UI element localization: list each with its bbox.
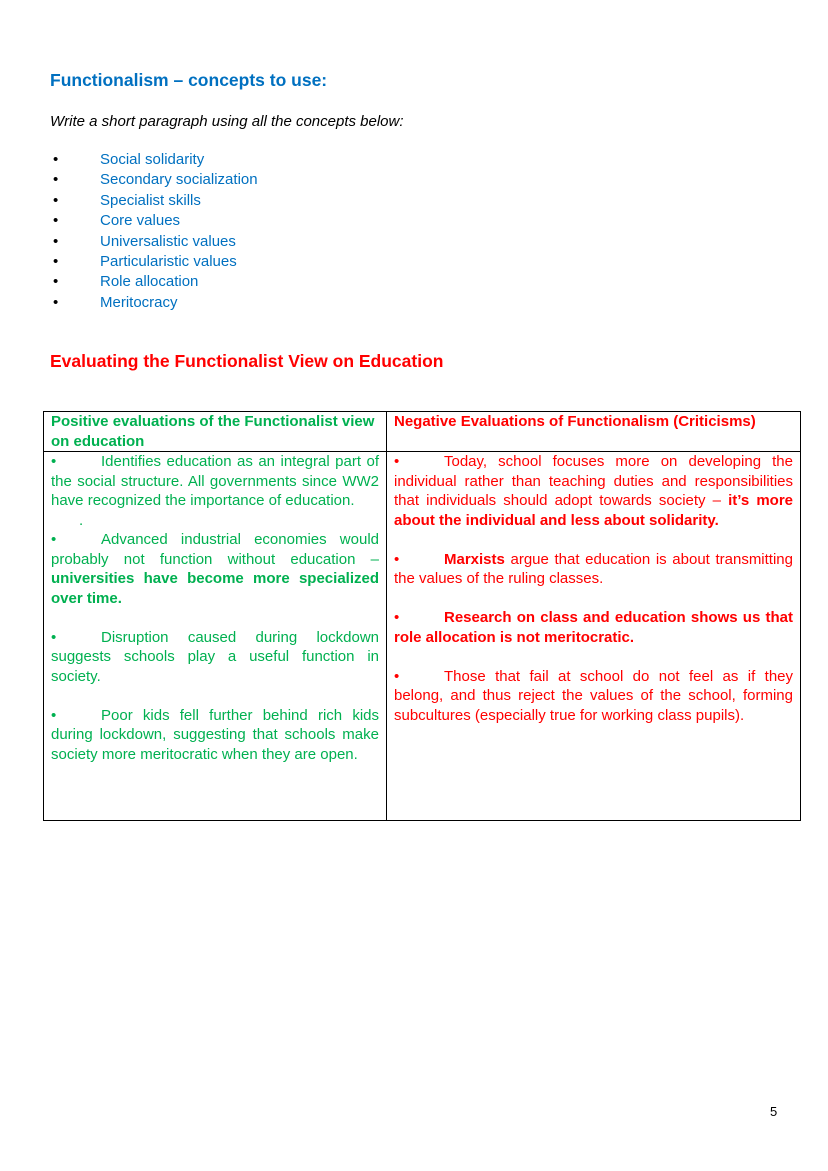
bullet-icon: • [53, 273, 59, 291]
concept-label: Core values [100, 212, 181, 230]
negative-evaluation-item [394, 452, 793, 530]
instruction-text: Write a short paragraph using all the concepts below: [50, 113, 404, 130]
positive-evaluation-item [51, 452, 379, 511]
concept-label: Particularistic values [100, 252, 237, 270]
negative-header: Negative Evaluations of Functionalism (Criticisms) [387, 412, 801, 452]
concept-item [50, 272, 258, 292]
evaluation-table [43, 411, 801, 821]
bullet-icon: • [53, 171, 59, 189]
stray-mark: . [79, 511, 84, 529]
item-text: Identifies education as an integral part of the social structure. All governments since WW2 have recognized the importance of education. [51, 453, 379, 509]
item-text: Marxists [444, 550, 505, 568]
negative-evaluation-item [394, 550, 793, 589]
concept-item [50, 170, 258, 190]
positive-cell [44, 452, 387, 821]
concept-label: Secondary socialization [100, 171, 258, 189]
concept-label: Specialist skills [100, 191, 201, 209]
positive-header: Positive evaluations of the Functionalist view on education [44, 412, 387, 452]
concept-item [50, 191, 258, 211]
concept-item [50, 150, 258, 170]
table-row [44, 452, 801, 821]
concept-label: Social solidarity [100, 151, 205, 168]
bullet-icon: • [53, 293, 59, 311]
page-number: 5 [770, 1104, 778, 1119]
negative-evaluation-item [394, 608, 793, 647]
positive-evaluation-item [51, 628, 379, 687]
item-text: Today, school focuses more on developing the individual rather than teaching duties and responsibilities that individuals should adopt towards society – [394, 453, 793, 509]
item-text: Those that fail at school do not feel as if they belong, and thus reject the values of the school, forming subcultures (especially true for working class pupils). [394, 667, 793, 724]
concept-item [50, 293, 258, 313]
section-heading: Functionalism – concepts to use: [50, 70, 328, 90]
bullet-icon: • [394, 667, 400, 685]
item-text: Disruption caused during lockdown suggests schools play a useful function in society. [51, 628, 379, 685]
item-text: universities have become more specialized over time. [51, 570, 379, 607]
bullet-icon: • [53, 191, 59, 209]
bullet-icon: • [53, 252, 59, 270]
concept-item [50, 211, 258, 231]
bullet-icon: • [51, 628, 57, 646]
table-header-row [44, 412, 801, 452]
item-text: it’s more about the individual and less about solidarity. [394, 492, 793, 529]
negative-evaluation-item [394, 667, 793, 726]
bullet-icon: • [394, 453, 400, 470]
bullet-icon: • [394, 550, 400, 568]
positive-evaluation-item [51, 706, 379, 765]
bullet-icon: • [51, 531, 57, 548]
concept-label: Meritocracy [100, 293, 178, 311]
bullet-icon: • [53, 151, 59, 168]
evaluation-heading: Evaluating the Functionalist View on Education [50, 351, 444, 371]
bullet-icon: • [53, 212, 59, 230]
item-text: Poor kids fell further behind rich kids during lockdown, suggesting that schools make society more meritocratic when they are open. [51, 706, 379, 763]
concept-label: Universalistic values [100, 232, 236, 250]
bullet-icon: • [53, 232, 59, 250]
bullet-icon: • [51, 453, 57, 470]
item-text: Research on class and education shows us that role allocation is not meritocratic. [394, 609, 793, 646]
concept-list [50, 150, 258, 313]
bullet-icon: • [51, 706, 57, 724]
negative-cell [387, 452, 801, 821]
item-text: argue that education is about transmitting the values of the ruling classes. [394, 550, 793, 587]
concept-item [50, 252, 258, 272]
item-text: Advanced industrial economies would probably not function without education – [51, 531, 379, 568]
concept-item [50, 232, 258, 252]
bullet-icon: • [394, 609, 400, 626]
positive-evaluation-item [51, 530, 379, 608]
concept-label: Role allocation [100, 273, 199, 291]
